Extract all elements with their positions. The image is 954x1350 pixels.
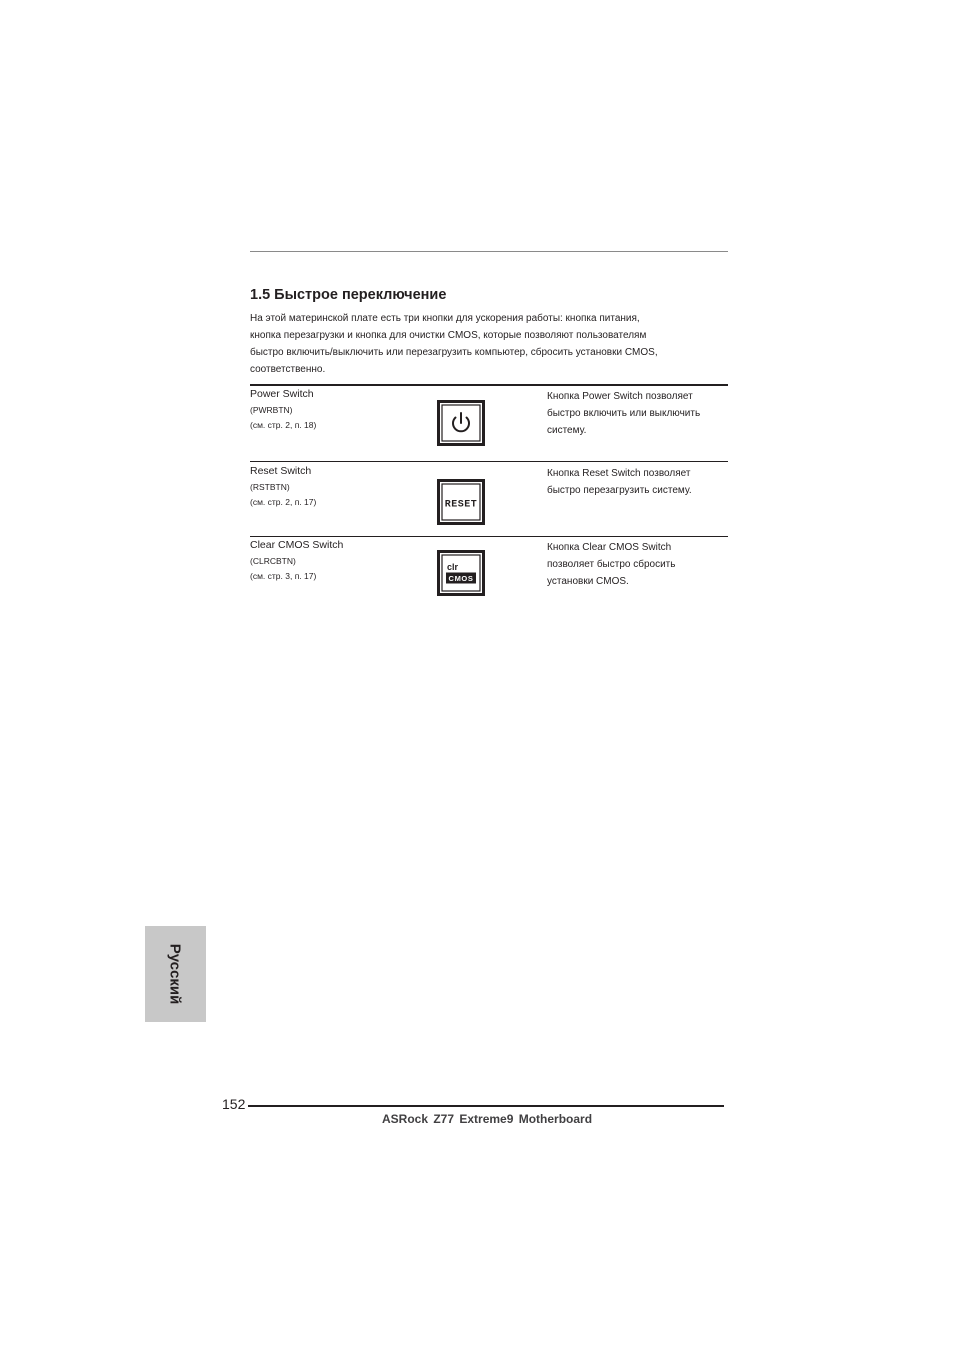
switch-name: Reset Switch [250, 465, 312, 477]
switch-name: Clear CMOS Switch [250, 539, 344, 551]
clear-cmos-icon-label-top: clr [447, 562, 459, 572]
description-line: систему. [547, 425, 587, 436]
section-title: 1.5 Быстрое переключение [250, 287, 447, 303]
footer-divider [248, 1105, 724, 1107]
switch-name: Power Switch [250, 388, 314, 400]
intro-line: соответственно. [250, 364, 326, 375]
switch-code: (RSTBTN) [250, 482, 290, 492]
switch-reference: (см. стр. 2, п. 18) [250, 420, 317, 430]
intro-line: кнопка перезагрузки и кнопка для очистки CMOS, которые позволяют пользователям [250, 330, 647, 341]
switch-reference: (см. стр. 2, п. 17) [250, 497, 317, 507]
intro-line: быстро включить/выключить или перезагрузить компьютер, сбросить установки CMOS, [250, 347, 658, 358]
description-line: позволяет быстро сбросить [547, 559, 676, 570]
description-line: быстро включить или выключить [547, 408, 701, 419]
intro-line: На этой материнской плате есть три кнопки для ускорения работы: кнопка питания, [250, 313, 640, 324]
top-divider [250, 251, 728, 252]
switch-code: (CLRCBTN) [250, 556, 296, 566]
switch-description [547, 465, 729, 499]
switch-code: (PWRBTN) [250, 405, 293, 415]
reset-icon-label: RESET [444, 499, 478, 511]
clear-cmos-icon-label-bottom: CMOS [448, 574, 474, 583]
language-tab-label: Русский [166, 943, 184, 1005]
switch-description [547, 539, 729, 590]
power-icon [437, 400, 485, 446]
description-line: быстро перезагрузить систему. [547, 485, 692, 496]
description-line: Кнопка Clear CMOS Switch [547, 542, 672, 553]
row-divider [250, 536, 728, 537]
footer-product-name: ASRock Z77 Extreme9 Motherboard [382, 1112, 593, 1126]
language-tab [145, 926, 206, 1022]
table-top-rule [250, 384, 728, 386]
description-line: Кнопка Reset Switch позволяет [547, 468, 691, 479]
description-line: Кнопка Power Switch позволяет [547, 391, 693, 402]
row-divider [250, 461, 728, 462]
page-number: 152 [222, 1096, 246, 1112]
switch-description [547, 388, 729, 439]
intro-paragraph [250, 310, 730, 378]
switch-reference: (см. стр. 3, п. 17) [250, 571, 317, 581]
reset-icon [437, 479, 485, 525]
description-line: установки CMOS. [547, 576, 629, 587]
clear-cmos-icon [437, 550, 485, 596]
